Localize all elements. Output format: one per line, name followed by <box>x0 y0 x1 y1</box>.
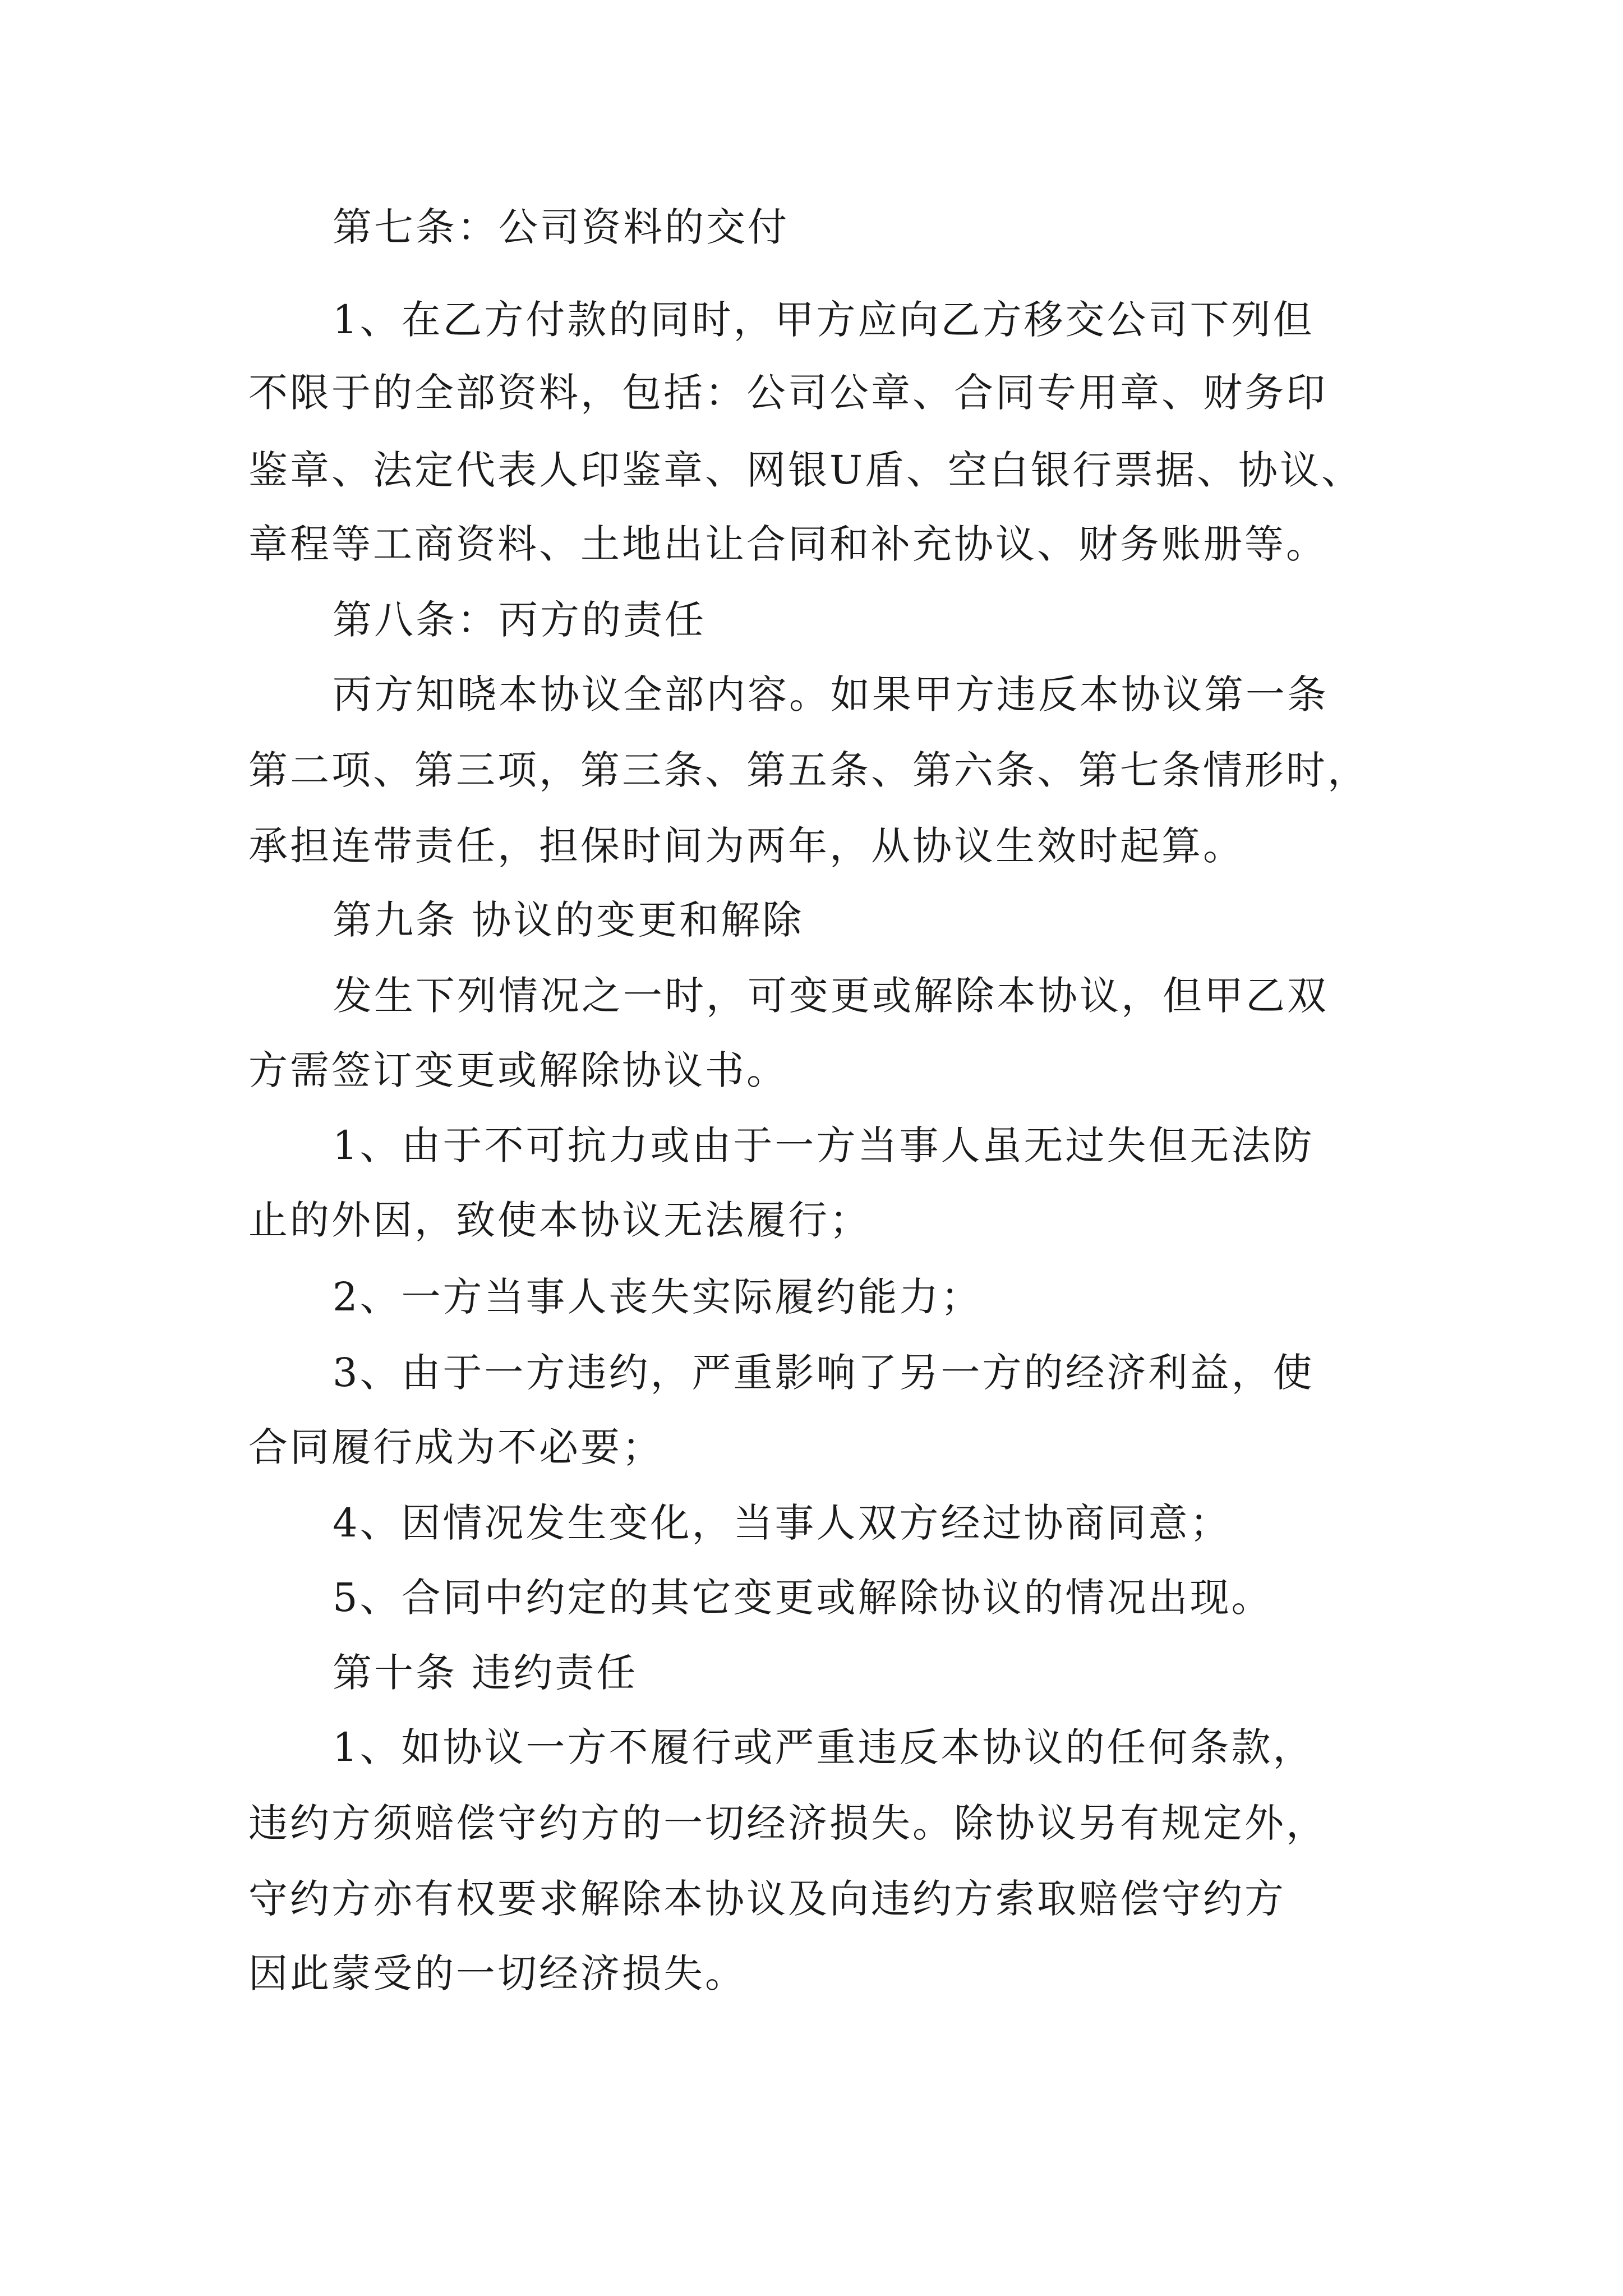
paragraph-line: 第二项、第三项，第三条、第五条、第六条、第七条情形时， <box>248 747 1369 793</box>
paragraph-line: 章程等工商资料、土地出让合同和补充协议、财务账册等。 <box>248 521 1327 567</box>
paragraph-line: 3、由于一方违约，严重影响了另一方的经济利益，使 <box>333 1350 1315 1396</box>
paragraph-line: 因此蒙受的一切经济损失。 <box>248 1950 746 1996</box>
paragraph-line: 1、在乙方付款的同时，甲方应向乙方移交公司下列但 <box>333 297 1315 343</box>
paragraph-line: 2、一方当事人丧失实际履约能力； <box>333 1274 983 1320</box>
article-7-heading: 第七条：公司资料的交付 <box>333 204 789 250</box>
paragraph-line: 鉴章、法定代表人印鉴章、网银U盾、空白银行票据、协议、 <box>248 447 1363 493</box>
paragraph-line: 不限于的全部资料，包括：公司公章、合同专用章、财务印 <box>248 370 1327 416</box>
paragraph-line: 违约方须赔偿守约方的一切经济损失。除协议另有规定外， <box>248 1800 1327 1846</box>
article-10-heading: 第十条 违约责任 <box>333 1650 638 1696</box>
paragraph-line: 合同履行成为不必要； <box>248 1424 663 1470</box>
paragraph-line: 守约方亦有权要求解除本协议及向违约方索取赔偿守约方 <box>248 1876 1286 1922</box>
paragraph-line: 发生下列情况之一时，可变更或解除本协议，但甲乙双 <box>333 973 1329 1019</box>
article-9-heading: 第九条 协议的变更和解除 <box>333 897 804 943</box>
paragraph-line: 丙方知晓本协议全部内容。如果甲方违反本协议第一条 <box>333 671 1329 717</box>
article-8-heading: 第八条：丙方的责任 <box>333 597 706 643</box>
paragraph-line: 1、如协议一方不履行或严重违反本协议的任何条款， <box>333 1724 1315 1770</box>
paragraph-line: 4、因情况发生变化，当事人双方经过协商同意； <box>333 1500 1232 1546</box>
paragraph-line: 止的外因，致使本协议无法履行； <box>248 1197 871 1243</box>
paragraph-line: 承担连带责任，担保时间为两年，从协议生效时起算。 <box>248 823 1244 869</box>
paragraph-line: 5、合同中约定的其它变更或解除协议的情况出现。 <box>333 1575 1273 1621</box>
paragraph-line: 1、由于不可抗力或由于一方当事人虽无过失但无法防 <box>333 1122 1315 1168</box>
paragraph-line: 方需签订变更或解除协议书。 <box>248 1047 788 1093</box>
